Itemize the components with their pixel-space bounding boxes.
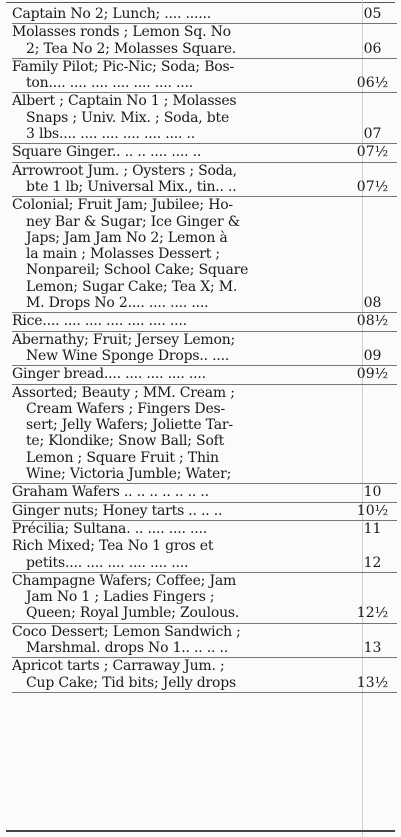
entry-price: 05 <box>363 6 382 22</box>
entry-items <box>12 484 348 500</box>
entry-line: Jam No 1 ; Ladies Fingers ; <box>26 589 215 606</box>
entry-line: Arrowroot Jum. ; Oysters ; Soda, <box>12 162 237 179</box>
entry-price: 12 <box>363 554 382 571</box>
entry-price: 06½ <box>356 75 389 92</box>
entry-line: Rich Mixed; Tea No 1 gros et <box>12 538 214 555</box>
entry-price: 12½ <box>356 605 389 622</box>
entry-price: 09 <box>363 347 382 364</box>
entry-items <box>12 163 348 196</box>
price-entry <box>12 332 397 367</box>
entry-line: Cream Wafers ; Fingers Des- <box>26 400 226 417</box>
entry-price: 08 <box>363 295 382 312</box>
price-entry <box>12 385 397 485</box>
entry-items <box>12 658 348 691</box>
entry-items <box>12 538 348 571</box>
entry-line: Ginger bread.... .... .... .... .... <box>12 366 206 383</box>
entry-line: Snaps ; Univ. Mix. ; Soda, bte <box>26 109 230 126</box>
price-entry <box>12 144 397 162</box>
entry-line: Ginger nuts; Honey tarts .. .. .. <box>12 502 223 519</box>
entry-line: bte 1 lb; Universal Mix., tin.. .. <box>26 178 237 195</box>
entry-line: Wine; Victoria Jumble; Water; <box>26 466 232 483</box>
price-entry <box>12 538 397 573</box>
entry-line: Rice.... .... .... .... .... .... .... <box>12 313 187 330</box>
entry-line: Square Ginger.. .. .. .... .... .. <box>12 144 202 161</box>
entry-line: Molasses ronds ; Lemon Sq. No <box>12 24 231 41</box>
price-entry <box>12 163 397 198</box>
entry-line: Marshmal. drops No 1.. .. .. .. <box>26 639 229 656</box>
price-entry <box>12 6 397 24</box>
price-entry <box>12 93 397 144</box>
entry-line: ney Bar & Sugar; Ice Ginger & <box>26 213 240 230</box>
entry-line: ton.... .... .... .... .... .... .... <box>26 75 193 92</box>
entry-line: M. Drops No 2.... .... .... .... <box>26 295 209 312</box>
entry-items <box>12 197 348 311</box>
price-entry <box>12 197 397 313</box>
entry-price: 07½ <box>356 144 389 161</box>
top-rule <box>6 2 395 3</box>
entry-line: Graham Wafers .. .. .. .. .. .. .. <box>12 484 209 501</box>
entry-items <box>12 385 348 483</box>
price-entry <box>12 313 397 331</box>
entry-price: 07 <box>363 126 382 143</box>
entry-items <box>12 503 348 519</box>
entry-line: Coco Dessert; Lemon Sandwich ; <box>12 623 241 640</box>
entry-items <box>12 59 348 92</box>
entry-line: Cup Cake; Tid bits; Jelly drops <box>26 674 237 691</box>
bottom-rule <box>6 830 395 832</box>
entry-line: Albert ; Captain No 1 ; Molasses <box>12 93 237 110</box>
entry-line: Japs; Jam Jam No 2; Lemon à <box>26 229 228 246</box>
entry-line: te; Klondike; Snow Ball; Soft <box>26 433 225 450</box>
entry-line: la main ; Molasses Dessert ; <box>26 246 220 263</box>
entry-items <box>12 624 348 657</box>
entry-price: 10 <box>363 484 382 501</box>
entry-line: Colonial; Fruit Jam; Jubilee; Ho- <box>12 197 233 214</box>
entry-items <box>12 6 348 22</box>
price-entry <box>12 503 397 521</box>
entry-price: 08½ <box>356 313 389 330</box>
entry-price: 07½ <box>356 178 389 195</box>
price-entry <box>12 366 397 384</box>
entry-price: 11 <box>363 520 382 537</box>
price-entry <box>12 521 397 538</box>
entry-line: Queen; Royal Jumble; Zoulous. <box>26 605 240 622</box>
entry-price: 10½ <box>356 502 389 519</box>
biscuit-price-list <box>12 6 397 693</box>
entry-price: 09½ <box>356 366 389 383</box>
entry-items <box>12 313 348 329</box>
entry-items <box>12 573 348 622</box>
entry-line: Abernathy; Fruit; Jersey Lemon; <box>12 331 236 348</box>
price-entry <box>12 484 397 502</box>
entry-price: 13½ <box>356 674 389 691</box>
entry-line: Captain No 2; Lunch; .... ...... <box>12 6 212 22</box>
entry-price: 13 <box>363 639 382 656</box>
price-entry <box>12 24 397 59</box>
entry-line: Family Pilot; Pic-Nic; Soda; Bos- <box>12 58 235 75</box>
entry-items <box>12 24 348 57</box>
entry-items <box>12 93 348 142</box>
entry-items <box>12 144 348 160</box>
entry-line: Assorted; Beauty ; MM. Cream ; <box>12 384 235 401</box>
price-entry <box>12 658 397 693</box>
entry-line: 2; Tea No 2; Molasses Square. <box>26 40 237 57</box>
entry-line: Lemon; Sugar Cake; Tea X; M. <box>26 278 238 295</box>
entry-items <box>12 521 348 537</box>
entry-line: petits.... .... .... .... .... .... <box>26 554 189 571</box>
entry-line: 3 lbs.... .... .... .... .... .... .. <box>26 126 195 143</box>
entry-line: Nonpareil; School Cake; Square <box>26 262 249 279</box>
price-entry <box>12 59 397 94</box>
entry-line: Apricot tarts ; Carraway Jum. ; <box>12 658 225 675</box>
entry-items <box>12 366 348 382</box>
entry-items <box>12 332 348 365</box>
entry-price: 06 <box>363 40 382 57</box>
entry-line: Précilia; Sultana. .. .... .... .... <box>12 520 207 537</box>
entry-line: New Wine Sponge Drops.. .... <box>26 347 230 364</box>
price-entry <box>12 573 397 624</box>
entry-line: sert; Jelly Wafers; Joliette Tar- <box>26 417 233 434</box>
entry-line: Champagne Wafers; Coffee; Jam <box>12 572 237 589</box>
entry-line: Lemon ; Square Fruit ; Thin <box>26 449 219 466</box>
price-entry <box>12 624 397 659</box>
